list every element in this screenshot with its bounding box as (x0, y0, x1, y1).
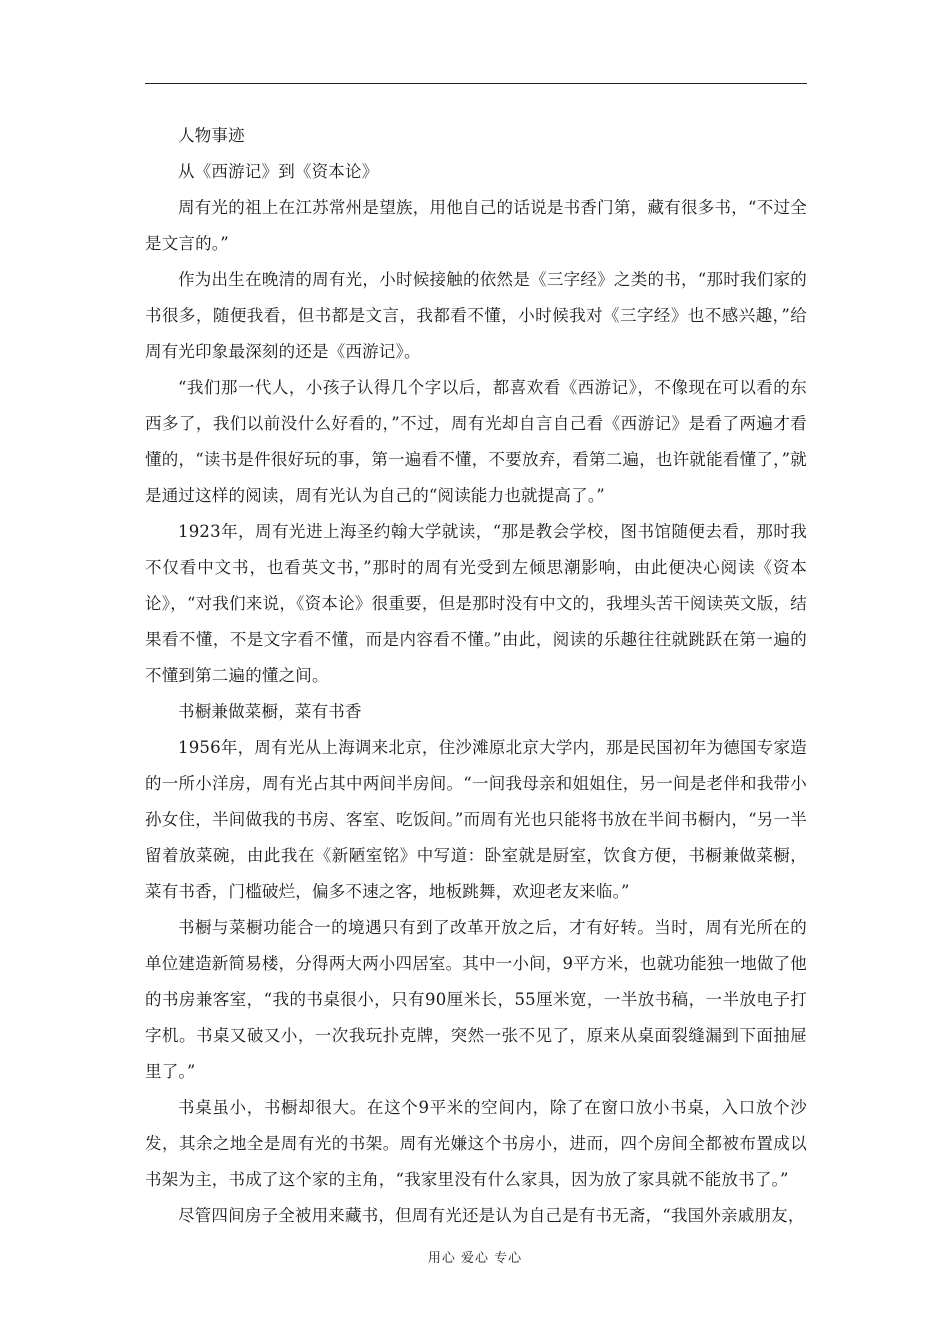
subsection-heading: 从《西游记》到《资本论》 (178, 162, 379, 181)
paragraph: 书橱与菜橱功能合一的境遇只有到了改革开放之后，才有好转。当时，周有光所在的单位建造新简易楼，分得两大两小四居室。其中一小间，9平方米，也就功能独一地做了他的书房兼客室，“我的书桌很小，只有90厘米长，55厘米宽，一半放书稿，一半放电子打字机。书桌又破又小，一次我玩扑克牌，突然一张不见了，原来从桌面裂缝漏到下面抽屉里了。” (145, 918, 807, 1081)
paragraph: 周有光的祖上在江苏常州是望族，用他自己的话说是书香门第，藏有很多书，“不过全是文言的。” (145, 198, 807, 253)
section-heading: 人物事迹 (178, 126, 245, 145)
subsection-heading: 书橱兼做菜橱，菜有书香 (178, 702, 362, 721)
page-footer: 用心 爱心 专心 (427, 1251, 523, 1266)
paragraph: 书桌虽小，书橱却很大。在这个9平米的空间内，除了在窗口放小书桌，入口放个沙发，其余之地全是周有光的书架。周有光嫌这个书房小，进而，四个房间全都被布置成以书架为主，书成了这个家的主角，“我家里没有什么家具，因为放了家具就不能放书了。” (145, 1098, 807, 1189)
paragraph: 作为出生在晚清的周有光，小时候接触的依然是《三字经》之类的书，“那时我们家的书很多，随便我看，但书都是文言，我都看不懂，小时候我对《三字经》也不感兴趣，”给周有光印象最深刻的还是《西游记》。 (145, 270, 807, 361)
article-body (145, 118, 807, 1234)
paragraph: 1956年，周有光从上海调来北京，住沙滩原北京大学内，那是民国初年为德国专家造的一所小洋房，周有光占其中两间半房间。“一间我母亲和姐姐住，另一间是老伴和我带小孙女住，半间做我的书房、客室、吃饭间。”而周有光也只能将书放在半间书橱内，“另一半留着放菜碗，由此我在《新陋室铭》中写道：卧室就是厨室，饮食方便，书橱兼做菜橱，菜有书香，门槛破烂，偏多不速之客，地板跳舞，欢迎老友来临。” (145, 738, 807, 901)
header-rule (145, 83, 807, 84)
paragraph: “我们那一代人，小孩子认得几个字以后，都喜欢看《西游记》，不像现在可以看的东西多了，我们以前没什么好看的，”不过，周有光却自言自己看《西游记》是看了两遍才看懂的，“读书是件很好玩的事，第一遍看不懂，不要放弃，看第二遍，也许就能看懂了，”就是通过这样的阅读，周有光认为自己的“阅读能力也就提高了。” (145, 378, 807, 505)
paragraph: 1923年，周有光进上海圣约翰大学就读，“那是教会学校，图书馆随便去看，那时我不仅看中文书，也看英文书，”那时的周有光受到左倾思潮影响，由此便决心阅读《资本论》，“对我们来说，《资本论》很重要，但是那时没有中文的，我埋头苦干阅读英文版，结果看不懂，不是文字看不懂，而是内容看不懂。”由此，阅读的乐趣往往就跳跃在第一遍的不懂到第二遍的懂之间。 (145, 522, 807, 685)
paragraph: 尽管四间房子全被用来藏书，但周有光还是认为自己是有书无斋，“我国外亲戚朋友， (178, 1206, 805, 1225)
